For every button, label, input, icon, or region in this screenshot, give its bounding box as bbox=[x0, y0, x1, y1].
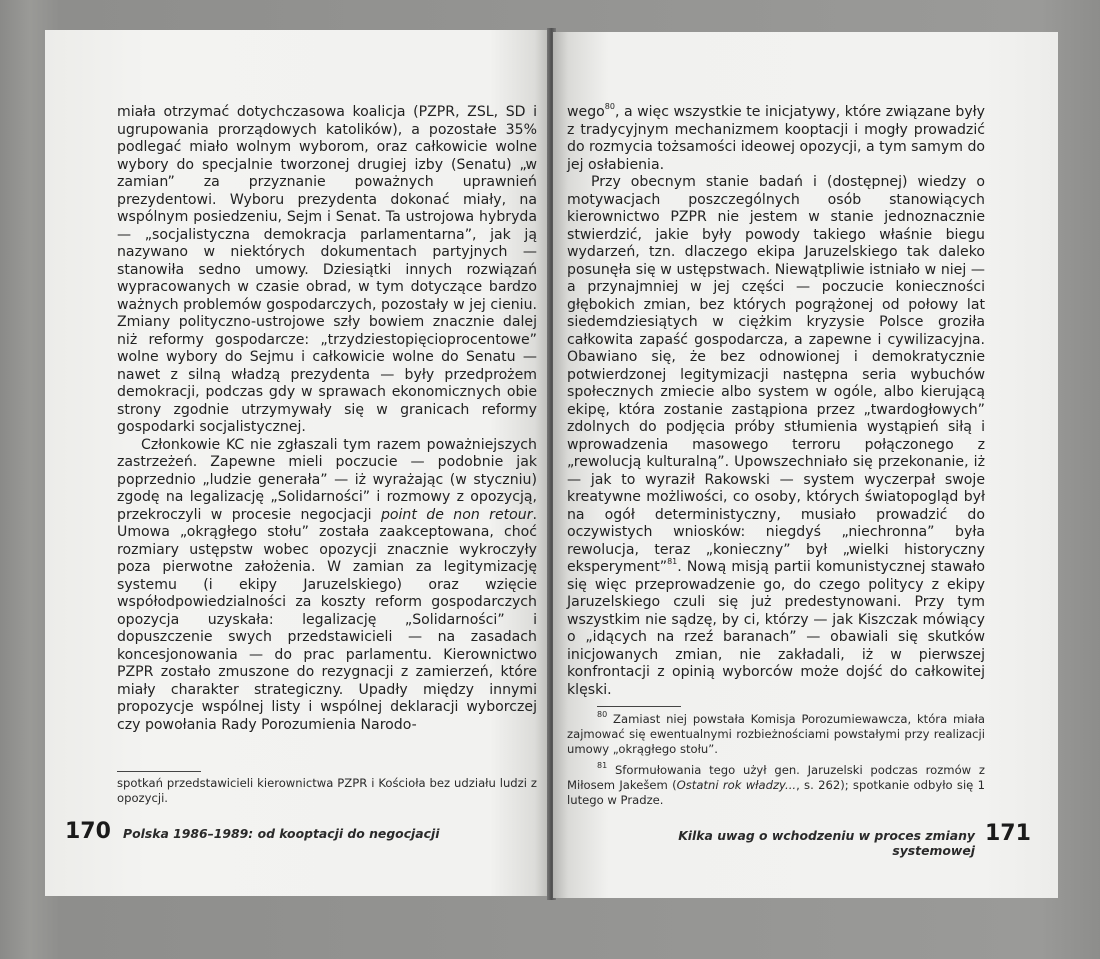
italic-title: Ostatni rok władzy... bbox=[676, 778, 797, 792]
text-run: wego bbox=[567, 104, 605, 120]
left-page bbox=[45, 30, 550, 896]
footnote-number: 80 bbox=[597, 710, 608, 720]
footnote-number: 81 bbox=[597, 761, 608, 771]
right-body-text bbox=[567, 104, 985, 699]
paragraph bbox=[117, 437, 537, 735]
page-number: 170 bbox=[65, 819, 111, 844]
paragraph bbox=[567, 104, 985, 174]
text-run: Członkowie KC nie zgłaszali tym razem poważniejszych zastrzeżeń. Zapewne mieli poczucie — podobnie jak poprzednio „ludzie generała” — iż wyrażając (w styczniu) zgodę na legalizację „Solidarności” i rozmowy z opozycją, przekroczyli w procesie negocjacji bbox=[117, 436, 537, 523]
footnote-text: Zamiast niej powstała Komisja Porozumiewawcza, która miała zajmować się ewentualnymi rozbieżnościami powstałymi przy realizacji umowy „okrągłego stołu”. bbox=[567, 712, 986, 756]
running-head: Polska 1986–1989: od kooptacji do negocjacji bbox=[123, 826, 440, 841]
paragraph: miała otrzymać dotychczasowa koalicja (PZPR, ZSL, SD i ugrupowania prorządowych katolików), a pozostałe 35% podlegać miało wolnym wyborom, oraz całkowicie wolne wybory do specjalnie tworzonej drugiej izby (Senatu) „w zamian” za przyznanie poważnych uprawnień prezydentowi. Wyboru prezydenta dokonać miały, na wspólnym posiedzeniu, Sejm i Senat. Ta ustrojowa hybryda — „socjalistyczna demokracja parlamentarna”, jak ją nazywano w niektórych dokumentach partyjnych — stanowiła sedno umowy. Dziesiątki innych rozwiązań wypracowanych w czasie obrad, w tym dotyczące bardzo ważnych problemów gospodarczych, pozostały w jej cieniu. Zmiany polityczno-ustrojowe szły bowiem znacznie dalej niż reformy gospodarcze: „trzydziestopięcioprocentowe” wolne wybory do Sejmu i całkowicie wolne do Senatu — nawet z silną władzą prezydenta — były przedprożem demokracji, podczas gdy w sprawach ekonomicznych obie strony zgodnie utrzymywały się w granicach reformy gospodarki socjalistycznej. bbox=[117, 104, 537, 435]
running-head: Kilka uwag o wchodzeniu w proces zmiany systemowej bbox=[678, 828, 975, 858]
footnote: spotkań przedstawicieli kierownictwa PZPR i Kościoła bez udziału ludzi z opozycji. bbox=[117, 776, 537, 805]
right-footnotes bbox=[567, 712, 985, 814]
footnote bbox=[567, 712, 985, 757]
page-number: 171 bbox=[985, 821, 1031, 846]
left-footnotes bbox=[117, 776, 537, 812]
footnote bbox=[567, 763, 985, 808]
italic-phrase: point de non retour bbox=[380, 506, 533, 523]
paragraph bbox=[567, 174, 985, 699]
footnote-text: Sformułowania tego użył gen. Jaruzelski podczas rozmów z Miłosem Jakešem ( bbox=[567, 763, 986, 792]
text-run: , a więc wszystkie te inicjatywy, które związane były z tradycyjnym mechanizmem kooptacji i mogły prowadzić do rozmycia tożsamości ideowej opozycji, a tym samym do jej osłabienia. bbox=[567, 104, 986, 173]
footnote-rule bbox=[117, 771, 201, 772]
left-body-text bbox=[117, 104, 537, 734]
text-run: . Nową misją partii komunistycznej stawało się więc przeprowadzenie go, do czego politycy z ekipy Jaruzelskiego czuli się już predestynowani. Przy tym wszystkim nie sądzę, by ci, którzy — jak Kiszczak mówiący o „idących na rzeź baranach” — obawiali się skutków inicjowanych zmian, nie zakładali, iż w pierwszej konfrontacji z opinią wyborców może dojść do całkowitej klęski. bbox=[567, 559, 985, 698]
footnote-ref: 80 bbox=[604, 102, 615, 112]
right-page bbox=[553, 32, 1058, 898]
footnote-ref: 81 bbox=[667, 557, 678, 567]
text-run: Przy obecnym stanie badań i (dostępnej) wiedzy o motywacjach poszczególnych osób stanowiących kierownictwo PZPR nie jestem w stanie jednoznacznie stwierdzić, jakie były powody takiego właśnie biegu wydarzeń, tzn. dlaczego ekipa Jaruzelskiego tak daleko posunęła się w ustępstwach. Niewątpliwie istniało w niej — a przynajmniej w jej części — poczucie konieczności głębokich zmian, bez których pogrążonej od połowy lat siedemdziesiątych w ciężkim kryzysie Polsce groziła całkowita zapaść gospodarcza, a zapewne i cywilizacyjna. Obawiano się, że bez odnowionej i demokratycznie potwierdzonej legitymizacji następna seria wybuchów społecznych zmiecie albo system w ogóle, albo kierującą ekipę, która zostanie zastąpiona przez „twardogłowych” zdolnych do podjęcia próby stłumienia wystąpień siłą i wprowadzenia masowego terroru połączonego z „rewolucją kulturalną”. Upowszechniało się przekonanie, iż — jak to wyraził Rakowski — system wyczerpał swoje kreatywne możliwości, co osoby, których światopogląd był na ogół deterministyczny, musiało prowadzić do oczywistych wniosków: niegdyś „niechronna” była rewolucja, teraz „konieczny” był „wielki historyczny eksperyment” bbox=[567, 174, 985, 575]
footnote-text: , s. 262); spotkanie odbyło się 1 lutego w Pradze. bbox=[567, 778, 985, 807]
text-run: . Umowa „okrągłego stołu” została zaakceptowana, choć rozmiary ustępstw wobec opozycji znacznie wykroczyły poza pierwotne założenia. W zamian za legitymizację systemu (i ekipy Jaruzelskiego) oraz wzięcie współodpowiedzialności za koszty reform gospodarczych opozycja uzyskała: legalizację „Solidarności” i dopuszczenie swych przedstawicieli — na zasadach koncesjonowania — do prac parlamentu. Kierownictwo PZPR zostało zmuszone do rezygnacji z zamierzeń, które miały charakter strategiczny. Upadły między innymi propozycje wspólnej listy i wspólnej deklaracji wyborczej czy powołania Rady Porozumienia Narodo- bbox=[117, 506, 537, 733]
footnote-rule bbox=[597, 706, 681, 707]
